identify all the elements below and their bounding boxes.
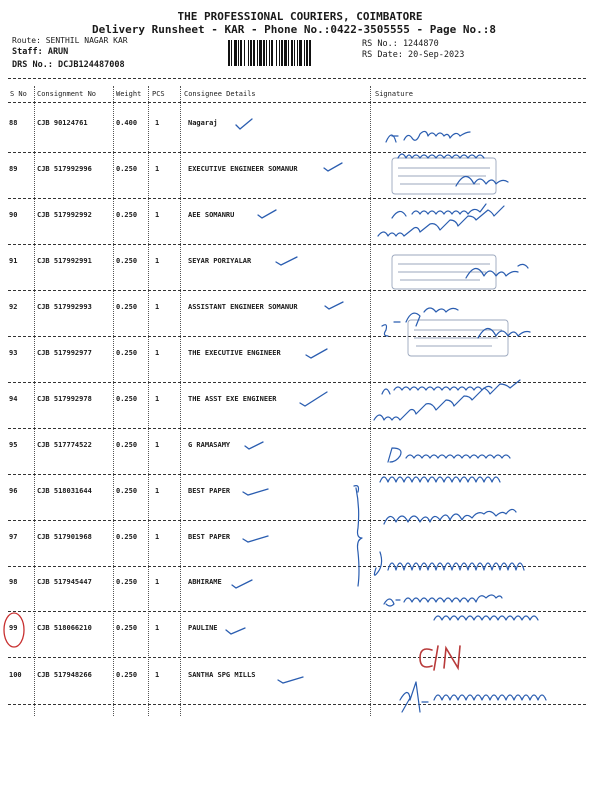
tick-mark: [243, 489, 268, 495]
weight-cell: 0.250: [116, 395, 138, 403]
tick-mark: [232, 580, 252, 588]
consignee-cell: ASSISTANT ENGINEER SOMANUR: [188, 303, 298, 311]
signature: [400, 682, 428, 712]
office-stamp: [398, 264, 490, 280]
sno-cell: 91: [9, 257, 18, 265]
sno-cell: 97: [9, 533, 18, 541]
office-stamp: [392, 158, 496, 194]
signature: [466, 264, 528, 278]
col-header-weight: Weight: [116, 90, 142, 98]
row-divider: [8, 566, 586, 567]
pcs-cell: 1: [155, 349, 160, 357]
pcs-cell: 1: [155, 165, 160, 173]
sno-cell: 99: [9, 624, 18, 632]
col-header-pcs: PCS: [152, 90, 165, 98]
col-header-consignment: Consignment No: [37, 90, 97, 98]
rs-date: RS Date: 20-Sep-2023: [362, 50, 465, 60]
signature: [384, 509, 516, 524]
col-header-signature: Signature: [375, 90, 413, 98]
signature: [382, 308, 458, 336]
signature: [374, 552, 524, 575]
consignee-cell: THE EXECUTIVE ENGINEER: [188, 349, 281, 357]
tick-mark: [245, 442, 263, 449]
consignee-cell: AEE SOMANRU: [188, 211, 235, 219]
pcs-cell: 1: [155, 119, 160, 127]
weight-cell: 0.250: [116, 578, 138, 586]
pcs-cell: 1: [155, 395, 160, 403]
weight-cell: 0.250: [116, 487, 138, 495]
sno-cell: 94: [9, 395, 18, 403]
weight-cell: 0.250: [116, 165, 138, 173]
signature: [374, 380, 520, 420]
col-header-consignee: Consignee Details: [184, 90, 256, 98]
pcs-cell: 1: [155, 578, 160, 586]
consignment-cell: CJB 517992992: [37, 211, 92, 219]
signature: [386, 131, 470, 142]
office-stamp: [414, 330, 502, 346]
tick-mark: [276, 257, 297, 265]
row-divider: [8, 244, 586, 245]
pcs-cell: 1: [155, 624, 160, 632]
drs-number: DRS No.: DCJB124487008: [12, 60, 125, 70]
row-divider: [8, 657, 586, 658]
office-stamp: [408, 320, 508, 356]
row-divider: [8, 198, 586, 199]
column-divider: [148, 86, 149, 716]
sno-cell: 90: [9, 211, 18, 219]
signature: [392, 204, 486, 218]
row-divider: [8, 704, 586, 705]
signature: [384, 595, 502, 606]
cn-mark: [434, 646, 438, 670]
consignment-cell: CJB 517992991: [37, 257, 92, 265]
column-divider: [180, 86, 181, 716]
tick-mark: [300, 392, 327, 406]
consignment-cell: CJB 517992978: [37, 395, 92, 403]
barcode: [228, 40, 356, 66]
column-divider: [113, 86, 114, 716]
consignee-cell: SANTHA SPG MILLS: [188, 671, 256, 679]
signature: [378, 206, 504, 236]
sno-cell: 88: [9, 119, 18, 127]
weight-cell: 0.250: [116, 211, 138, 219]
row-divider: [8, 382, 586, 383]
signature: [398, 154, 484, 158]
weight-cell: 0.250: [116, 303, 138, 311]
signature: [434, 695, 546, 700]
cn-mark: [420, 649, 432, 667]
sno-cell: 93: [9, 349, 18, 357]
consignee-cell: THE ASST EXE ENGINEER: [188, 395, 277, 403]
row-divider: [8, 290, 586, 291]
consignment-cell: CJB 517992993: [37, 303, 92, 311]
row-divider: [8, 336, 586, 337]
pcs-cell: 1: [155, 211, 160, 219]
tick-mark: [243, 536, 268, 542]
consignee-cell: SEYAR PORIYALAR: [188, 257, 252, 265]
tick-mark: [226, 628, 245, 634]
route-label: Route: SENTHIL NAGAR KAR: [12, 36, 128, 45]
sno-cell: 95: [9, 441, 18, 449]
col-header-sno: S No: [10, 90, 27, 98]
rs-number: RS No.: 1244870: [362, 39, 439, 49]
pcs-cell: 1: [155, 257, 160, 265]
sno-cell: 100: [9, 671, 22, 679]
pcs-cell: 1: [155, 303, 160, 311]
tick-mark: [324, 163, 342, 171]
sno-cell: 92: [9, 303, 18, 311]
office-stamp: [398, 168, 490, 184]
tick-mark: [278, 677, 303, 683]
weight-cell: 0.250: [116, 533, 138, 541]
weight-cell: 0.250: [116, 624, 138, 632]
pcs-cell: 1: [155, 671, 160, 679]
row-divider: [8, 611, 586, 612]
consignee-cell: G RAMASAMY: [188, 441, 231, 449]
pcs-cell: 1: [155, 441, 160, 449]
header-divider: [8, 78, 586, 79]
consignment-cell: CJB 518066210: [37, 624, 92, 632]
row-divider: [8, 428, 586, 429]
consignment-cell: CJB 517901968: [37, 533, 92, 541]
column-divider: [370, 86, 371, 716]
tick-mark: [306, 349, 327, 358]
tick-mark: [236, 119, 252, 129]
signature: [388, 448, 510, 462]
consignment-cell: CJB 517948266: [37, 671, 92, 679]
signature: [380, 477, 500, 482]
weight-cell: 0.250: [116, 441, 138, 449]
consignee-cell: PAULINE: [188, 624, 218, 632]
consignment-cell: CJB 517992996: [37, 165, 92, 173]
signature: [434, 616, 538, 620]
column-divider: [34, 86, 35, 716]
row-divider: [8, 474, 586, 475]
consignee-cell: BEST PAPER: [188, 487, 231, 495]
pcs-cell: 1: [155, 487, 160, 495]
row-divider: [8, 152, 586, 153]
weight-cell: 0.250: [116, 257, 138, 265]
staff-label: Staff: ARUN: [12, 47, 69, 57]
consignment-cell: CJB 517774522: [37, 441, 92, 449]
pcs-cell: 1: [155, 533, 160, 541]
signature: [382, 386, 492, 394]
consignee-cell: ABHIRAME: [188, 578, 222, 586]
consignment-cell: CJB 517945447: [37, 578, 92, 586]
row-divider: [8, 520, 586, 521]
sno-cell: 98: [9, 578, 18, 586]
tick-mark: [325, 302, 343, 309]
sno-cell: 96: [9, 487, 18, 495]
weight-cell: 0.250: [116, 671, 138, 679]
consignee-cell: EXECUTIVE ENGINEER SOMANUR: [188, 165, 298, 173]
company-title: THE PROFESSIONAL COURIERS, COIMBATORE: [177, 10, 423, 23]
weight-cell: 0.400: [116, 119, 138, 127]
signature: [456, 176, 508, 186]
tick-mark: [258, 210, 276, 218]
office-stamp: [392, 255, 496, 289]
consignee-cell: BEST PAPER: [188, 533, 231, 541]
runsheet-title: Delivery Runsheet - KAR - Phone No.:0422-3505555 - Page No.:8: [92, 23, 496, 36]
consignment-cell: CJB 518031644: [37, 487, 92, 495]
consignment-cell: CJB 517992977: [37, 349, 92, 357]
sno-cell: 89: [9, 165, 18, 173]
bracket-mark: [354, 486, 362, 586]
consignee-cell: Nagaraj: [188, 119, 218, 127]
weight-cell: 0.250: [116, 349, 138, 357]
column-header-divider: [8, 102, 586, 103]
consignment-cell: CJB 90124761: [37, 119, 88, 127]
